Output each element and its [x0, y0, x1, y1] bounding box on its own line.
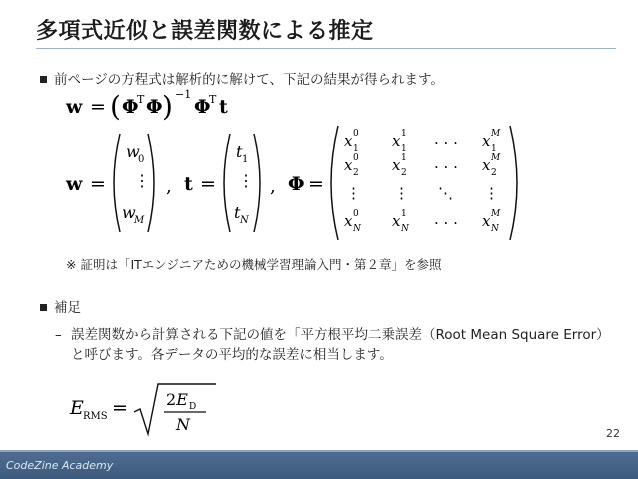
svg-text:): ): [162, 90, 173, 123]
sub-bullet-rmse: [55, 325, 615, 365]
equation-rmse: [66, 380, 236, 440]
svg-text:2E: 2E: [166, 390, 188, 409]
svg-text:w: w: [66, 173, 83, 195]
svg-text:Φ: Φ: [146, 96, 163, 118]
svg-text:M: M: [491, 129, 501, 139]
svg-text:,: ,: [166, 176, 172, 197]
svg-text:=: =: [200, 173, 216, 195]
svg-text:⋮: ⋮: [134, 171, 150, 190]
svg-text:x: x: [482, 156, 491, 174]
svg-text:=: =: [308, 173, 324, 195]
svg-text:1: 1: [491, 144, 497, 154]
svg-text:t: t: [184, 173, 193, 195]
sub-bullet-rmse-text: 誤差関数から計算される下記の値を「平方根平均二乗誤差（Root Mean Square Error）と呼びます。各データの平均的な誤差に相当します。: [71, 327, 610, 363]
svg-text:T: T: [137, 93, 145, 106]
footer-bar: [0, 452, 638, 479]
svg-text:N: N: [176, 415, 190, 434]
svg-text:D: D: [189, 402, 197, 412]
svg-text:1: 1: [401, 209, 407, 219]
svg-text:x: x: [344, 132, 353, 150]
svg-text:w: w: [66, 96, 83, 118]
bullet-result: [40, 68, 444, 88]
svg-text:M: M: [134, 215, 145, 226]
bullet-square-icon: [40, 76, 47, 83]
svg-text:(: (: [110, 90, 121, 123]
svg-text:M: M: [491, 153, 501, 163]
svg-text:N: N: [401, 224, 409, 234]
title-divider: [36, 48, 616, 49]
slide-title: 多項式近似と誤差関数による推定: [36, 19, 374, 44]
svg-text:⋮: ⋮: [346, 184, 361, 202]
svg-text:=: =: [112, 397, 128, 419]
svg-text:⋱: ⋱: [438, 184, 453, 202]
svg-text:2: 2: [353, 168, 359, 178]
bullet-result-text: 前ページの方程式は解析的に解けて、下記の結果が得られます。: [54, 72, 444, 88]
svg-text:w: w: [122, 203, 136, 222]
svg-text:0: 0: [353, 153, 359, 163]
svg-text:t: t: [234, 203, 241, 222]
svg-text:=: =: [90, 173, 106, 195]
svg-text:x: x: [344, 212, 353, 230]
bullet-square-icon: [40, 304, 47, 311]
svg-text:⋮: ⋮: [484, 184, 499, 202]
svg-text:M: M: [491, 209, 501, 219]
svg-text:x: x: [392, 156, 401, 174]
svg-text:Φ: Φ: [288, 173, 305, 195]
svg-text:t: t: [219, 96, 228, 118]
svg-text:t: t: [236, 142, 243, 161]
svg-text:2: 2: [491, 168, 497, 178]
svg-text:RMS: RMS: [83, 411, 108, 422]
svg-text:N: N: [240, 215, 249, 226]
svg-text:x: x: [344, 156, 353, 174]
svg-text:0: 0: [138, 154, 145, 165]
svg-text:T: T: [209, 93, 217, 106]
dash-marker: –: [55, 327, 62, 343]
svg-text:1: 1: [401, 153, 407, 163]
svg-text:1: 1: [242, 154, 249, 165]
svg-text:E: E: [70, 397, 84, 419]
svg-text:N: N: [491, 224, 499, 234]
svg-text:x: x: [392, 212, 401, 230]
svg-text:1: 1: [401, 144, 407, 154]
svg-text:⋮: ⋮: [238, 171, 254, 190]
svg-text:1: 1: [353, 144, 359, 154]
svg-text:. . .: . . .: [434, 154, 458, 172]
svg-text:w: w: [126, 142, 140, 161]
svg-text:x: x: [482, 132, 491, 150]
svg-text:0: 0: [353, 209, 359, 219]
reference-note: ※ 証明は「ITエンジニアための機械学習理論入門・第２章」を参照: [66, 257, 442, 272]
svg-text:. . .: . . .: [434, 210, 458, 228]
svg-text:Φ: Φ: [194, 96, 211, 118]
svg-text:2: 2: [401, 168, 407, 178]
svg-text:. . .: . . .: [434, 130, 458, 148]
equation-definitions: [62, 122, 532, 244]
svg-text:,: ,: [270, 176, 276, 197]
svg-text:⋮: ⋮: [394, 184, 409, 202]
page-number: 22: [606, 427, 620, 440]
svg-text:x: x: [392, 132, 401, 150]
svg-text:−1: −1: [175, 88, 192, 101]
svg-text:x: x: [482, 212, 491, 230]
svg-text:0: 0: [353, 129, 359, 139]
footer-brand: CodeZine Academy: [6, 459, 114, 472]
bullet-supplement-text: 補足: [54, 300, 81, 316]
bullet-supplement: [40, 296, 81, 316]
svg-text:Φ: Φ: [122, 96, 139, 118]
svg-text:=: =: [90, 96, 106, 118]
equation-solution: [62, 86, 312, 126]
svg-text:N: N: [353, 224, 361, 234]
svg-text:1: 1: [401, 129, 407, 139]
